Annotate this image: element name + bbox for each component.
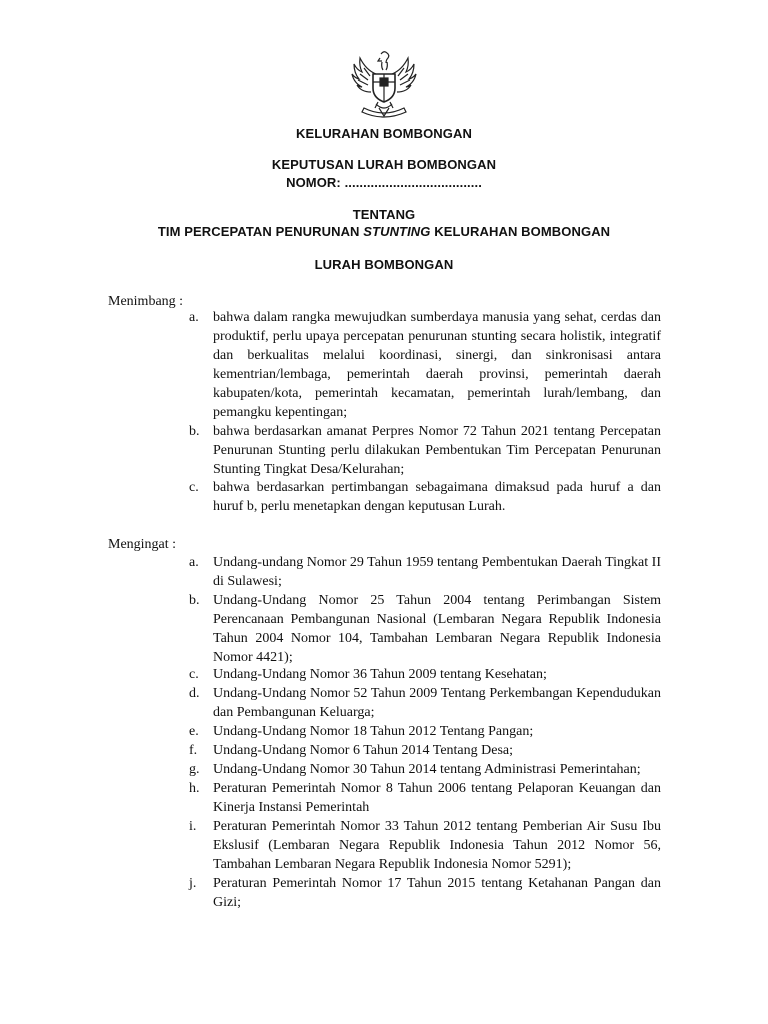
office-title: KELURAHAN BOMBONGAN xyxy=(296,126,472,141)
mengingat-item-marker: d. xyxy=(189,686,200,701)
mengingat-item-line: Tahun 2004 Nomor 104, Tambahan Lembaran Negara Republik Indonesia xyxy=(213,631,661,646)
mengingat-item-line: Peraturan Pemerintah Nomor 8 Tahun 2006 tentang Pelaporan Keuangan dan xyxy=(213,781,661,796)
menimbang-item-line: kementrian/lembaga, pemerintah daerah provinsi, pemerintah daerah xyxy=(213,367,661,382)
mengingat-item-line: di Sulawesi; xyxy=(213,574,282,589)
mengingat-item-line: Undang-Undang Nomor 30 Tahun 2014 tentang Administrasi Pemerintahan; xyxy=(213,762,641,777)
menimbang-item-line: huruf b, perlu menetapkan dengan keputusan Lurah. xyxy=(213,499,506,514)
mengingat-item-text xyxy=(213,874,661,912)
menimbang-item-text xyxy=(213,422,661,479)
mengingat-item-line: Undang-undang Nomor 29 Tahun 1959 tentang Pembentukan Daerah Tingkat II xyxy=(213,555,661,570)
garuda-emblem-icon xyxy=(346,48,422,124)
mengingat-item-line: Undang-Undang Nomor 25 Tahun 2004 tentang Perimbangan Sistem xyxy=(213,593,661,608)
mengingat-item-line: Peraturan Pemerintah Nomor 17 Tahun 2015 tentang Ketahanan Pangan dan xyxy=(213,876,661,891)
mengingat-item-marker: j. xyxy=(189,876,197,891)
mengingat-item-text xyxy=(213,779,661,817)
menimbang-item-line: Penurunan Stunting perlu dilakukan Pembentukan Tim Percepatan Penurunan xyxy=(213,443,661,458)
mengingat-item-line: Undang-Undang Nomor 18 Tahun 2012 Tentang Pangan; xyxy=(213,724,534,739)
mengingat-item-line: Undang-Undang Nomor 36 Tahun 2009 tentang Kesehatan; xyxy=(213,667,547,682)
menimbang-item-line: bahwa berdasarkan amanat Perpres Nomor 72 Tahun 2021 tentang Percepatan xyxy=(213,424,661,439)
menimbang-item-marker: c. xyxy=(189,480,199,495)
menimbang-item-line: dan berkualitas melalui koordinasi, sinergi, dan sinkronisasi antara xyxy=(213,348,661,363)
mengingat-item-marker: i. xyxy=(189,819,197,834)
menimbang-label: Menimbang : xyxy=(108,294,184,309)
mengingat-item-text xyxy=(213,665,661,684)
mengingat-item-line: Kinerja Instansi Pemerintah xyxy=(213,800,370,815)
menimbang-item-line: kabupaten/kota, pemerintah kecamatan, pemerintah lurah/lembang, dan xyxy=(213,386,661,401)
menimbang-item-line: Stunting Tingkat Desa/Kelurahan; xyxy=(213,462,405,477)
mengingat-item-text xyxy=(213,684,661,722)
mengingat-item-line: Undang-Undang Nomor 6 Tahun 2014 Tentang Desa; xyxy=(213,743,514,758)
decree-subject: TIM PERCEPATAN PENURUNAN STUNTING KELURAHAN BOMBONGAN xyxy=(157,224,611,239)
mengingat-item-text xyxy=(213,741,661,760)
mengingat-item-line: Ekslusif (Lembaran Negara Republik Indonesia Tahun 2012 Nomor 56, xyxy=(213,838,661,853)
menimbang-item-marker: a. xyxy=(189,310,199,325)
mengingat-item-line: Peraturan Pemerintah Nomor 33 Tahun 2012 tentang Pemberian Air Susu Ibu xyxy=(213,819,661,834)
menimbang-item-marker: b. xyxy=(189,424,200,439)
mengingat-item-text xyxy=(213,760,661,779)
mengingat-item-line: dan Pembangunan Keluarga; xyxy=(213,705,375,720)
mengingat-item-marker: f. xyxy=(189,743,198,758)
decree-number: NOMOR: ..................................... xyxy=(286,175,482,190)
menimbang-item-text xyxy=(213,478,661,516)
mengingat-item-text xyxy=(213,722,661,741)
mengingat-item-line: Tambahan Lembaran Negara Republik Indonesia Nomor 5291); xyxy=(213,857,572,872)
mengingat-item-text xyxy=(213,591,661,667)
mengingat-item-text xyxy=(213,817,661,874)
mengingat-item-marker: h. xyxy=(189,781,200,796)
menimbang-item-line: produktif, perlu upaya percepatan penurunan stunting secara holistik, integratif xyxy=(213,329,661,344)
mengingat-item-marker: e. xyxy=(189,724,199,739)
mengingat-item-line: Undang-Undang Nomor 52 Tahun 2009 Tentang Perkembangan Kependudukan xyxy=(213,686,661,701)
mengingat-item-line: Nomor 4421); xyxy=(213,650,293,665)
mengingat-item-marker: a. xyxy=(189,555,199,570)
mengingat-item-marker: b. xyxy=(189,593,200,608)
mengingat-item-text xyxy=(213,553,661,591)
mengingat-item-line: Gizi; xyxy=(213,895,241,910)
decree-title: KEPUTUSAN LURAH BOMBONGAN xyxy=(271,157,497,172)
signer-title: LURAH BOMBONGAN xyxy=(314,257,454,272)
mengingat-item-line: Perencanaan Pembangunan Nasional (Lembaran Negara Republik Indonesia xyxy=(213,612,661,627)
about-label: TENTANG xyxy=(352,207,416,222)
menimbang-item-line: pemangku kepentingan; xyxy=(213,405,348,420)
mengingat-item-marker: c. xyxy=(189,667,199,682)
menimbang-item-line: bahwa berdasarkan pertimbangan sebagaimana dimaksud pada huruf a dan xyxy=(213,480,661,495)
mengingat-item-marker: g. xyxy=(189,762,200,777)
menimbang-item-line: bahwa dalam rangka mewujudkan sumberdaya manusia yang sehat, cerdas dan xyxy=(213,310,661,325)
mengingat-label: Mengingat : xyxy=(108,537,177,552)
menimbang-item-text xyxy=(213,308,661,422)
